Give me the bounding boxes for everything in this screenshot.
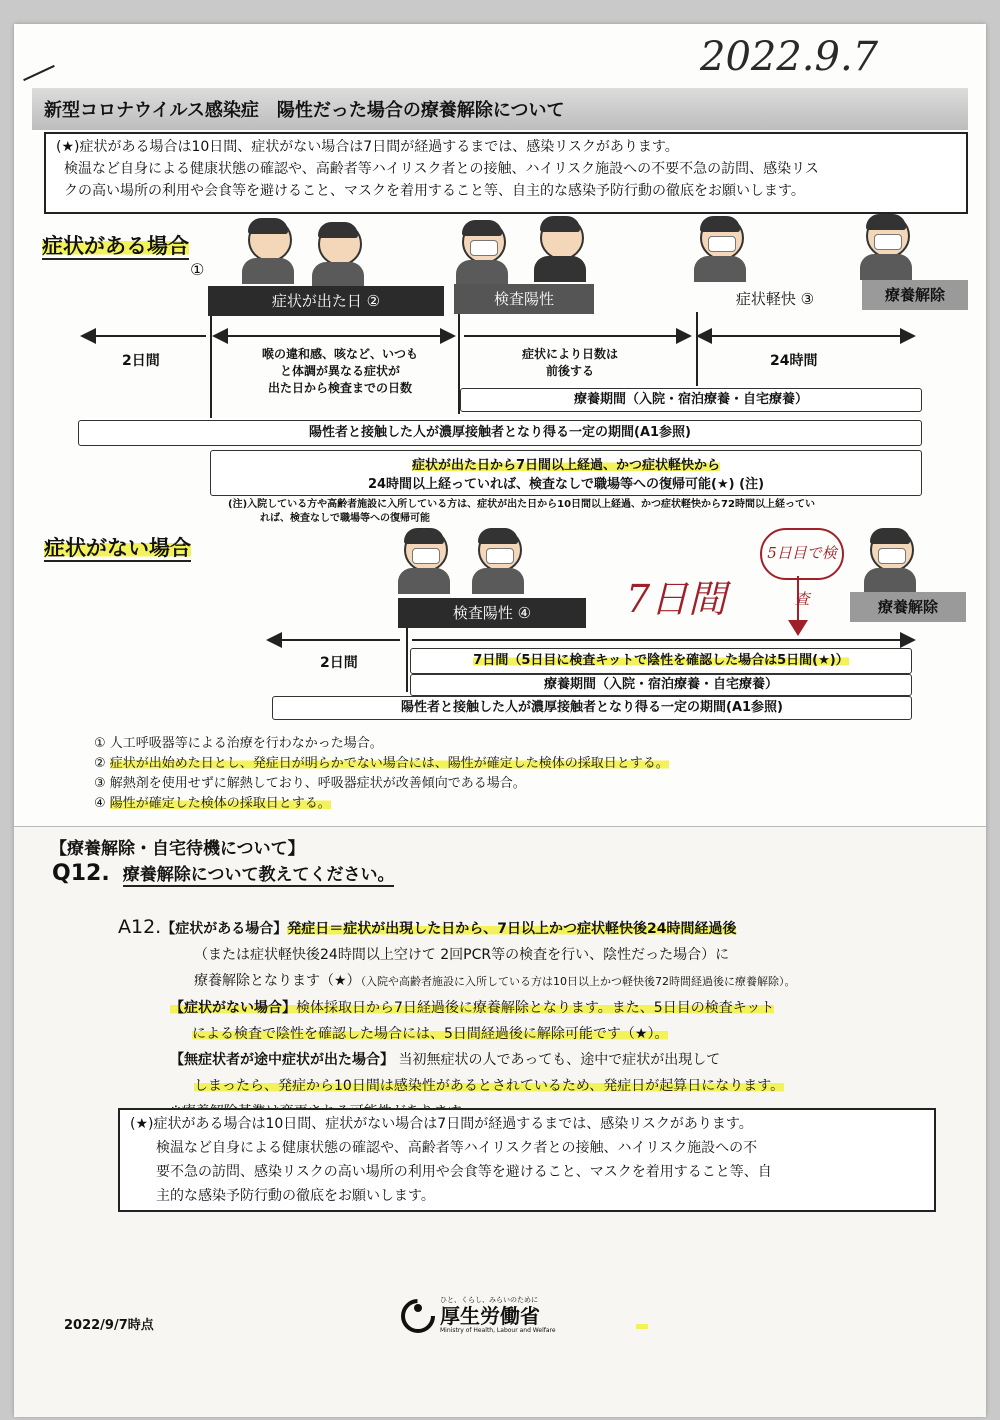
- after-hours-label: 24時間: [770, 353, 818, 369]
- ministry-name: 厚生労働省: [440, 1304, 540, 1328]
- handwritten-day5-note: 5日目で検査: [760, 528, 844, 580]
- release-box: 療養解除: [850, 592, 966, 622]
- arrow-down-icon: [786, 576, 810, 638]
- onset-day-box: 症状が出た日 ②: [208, 286, 444, 316]
- seven-days-bar: 7日間（5日目に検査キットで陰性を確認した場合は5日間(★)）: [410, 648, 912, 674]
- risk-notice-top: [44, 132, 968, 214]
- ministry-name-en: Ministry of Health, Labour and Welfare: [440, 1327, 556, 1334]
- symptom-relief-label: 症状軽快 ③: [735, 290, 815, 308]
- ministry-slogan: ひと、くらし、みらいのために: [440, 1296, 538, 1304]
- timeline-divider: [696, 312, 698, 386]
- notice-line: (★)症状がある場合は10日間、症状がない場合は7日間が経過するまでは、感染リスクがあります。: [130, 1116, 753, 1132]
- return-to-work-bar: 症状が出た日から7日間以上経過、かつ症状軽快から 24時間以上経っていれば、検査なしで職場等への復帰可能(★) (注): [210, 450, 922, 496]
- before-days-label: 2日間: [320, 655, 358, 671]
- ministry-logo: [400, 1296, 556, 1335]
- varies-description: 症状により日数は 前後する: [521, 347, 618, 378]
- asymptomatic-heading: 症状がない場合: [44, 536, 191, 560]
- footnote-item: ① 人工呼吸器等による治療を行わなかった場合。: [94, 736, 383, 751]
- answer-block: A12.【症状がある場合】発症日＝症状が出現した日から、7日以上かつ症状軽快後24時間経過後 （または症状軽快後24時間以上空けて 2回PCR等の検査を行い、陰性だった場合）に 療養解除となります（★）（入院や高齢者施設に入所している方は10日以上かつ軽快後72時間経過後に療養解除）。 【症状がない場合】検体採取日から7日経過後に療養解除となります。また、5日目の検査キット による検査で陰性を確認した場合には、5日間経過後に解除可能です（★）。 【無症状者が途中症状が出た場合】 当初無症状の人であっても、途中で症状が出現して しまったら、発症から10日間は感染性があるとされているため、発症日が起算日になります。: [118, 916, 796, 1094]
- treatment-period-bar: 療養期間（入院・宿泊療養・自宅療養）: [460, 388, 922, 412]
- treatment-period-bar: 療養期間（入院・宿泊療養・自宅療養）: [410, 674, 912, 696]
- ministry-logo-icon: [400, 1298, 436, 1334]
- page-title: 新型コロナウイルス感染症 陽性だった場合の療養解除について: [44, 100, 565, 121]
- note-text: (注)入院している方や高齢者施設に入所している方は、症状が出た日から10日間以上経過、かつ症状軽快から72時間以上経ってい れば、検査なしで職場等への復帰可能: [228, 499, 815, 524]
- footnote-list: [94, 734, 669, 814]
- faq-section-title: 【療養解除・自宅待機について】: [50, 839, 305, 859]
- footnote-item: ③ 解熱剤を使用せずに解熱しており、呼吸器症状が改善傾向である場合。: [94, 776, 526, 791]
- risk-notice-bottom: [118, 1108, 936, 1212]
- notice-line: クの高い場所の利用や会食等を避けること、マスクを着用すること等、自主的な感染予防行動の徹底をお願いします。: [64, 183, 805, 199]
- handwritten-7days: 7日間: [626, 577, 727, 621]
- contact-period-bar: 陽性者と接触した人が濃厚接触者となり得る一定の期間(A1参照): [78, 420, 922, 446]
- onset-description: 喉の違和感、咳など、いつも と体調が異なる症状が 出た日から検査までの日数: [261, 347, 418, 395]
- timeline-arrows: [262, 630, 922, 650]
- marker-1: ①: [190, 260, 205, 279]
- symptomatic-heading: 症状がある場合: [42, 234, 189, 258]
- footer-date: 2022/9/7時点: [64, 1318, 154, 1333]
- release-box: 療養解除: [862, 280, 968, 310]
- timeline-arrows: [76, 326, 922, 346]
- contact-period-bar: 陽性者と接触した人が濃厚接触者となり得る一定の期間(A1参照): [272, 696, 912, 720]
- notice-line: 要不急の訪問、感染リスクの高い場所の利用や会食等を避けること、マスクを着用すること等、自: [156, 1164, 772, 1180]
- test-positive-box: 検査陽性: [454, 284, 594, 314]
- notice-line: (★)症状がある場合は10日間、症状がない場合は7日間が経過するまでは、感染リスクがあります。: [56, 139, 679, 155]
- footnote-item: ④ 陽性が確定した検体の採取日とする。: [94, 796, 331, 811]
- test-positive-box: 検査陽性 ④: [398, 598, 586, 628]
- notice-line: 検温など自身による健康状態の確認や、高齢者等ハイリスク者との接触、ハイリスク施設への不: [156, 1140, 758, 1156]
- before-days-label: 2日間: [122, 353, 160, 369]
- question-row: Q12. 療養解除について教えてください。: [52, 861, 395, 886]
- highlight-mark: [636, 1324, 648, 1329]
- notice-line: 主的な感染予防行動の徹底をお願いします。: [156, 1188, 435, 1204]
- footnote-item: ② 症状が出始めた日とし、発症日が明らかでない場合には、陽性が確定した検体の採取日とする。: [94, 756, 669, 771]
- notice-line: 検温など自身による健康状態の確認や、高齢者等ハイリスク者との接触、ハイリスク施設への不要不急の訪問、感染リス: [64, 161, 819, 177]
- handwritten-date: 2022.9.7: [700, 34, 879, 80]
